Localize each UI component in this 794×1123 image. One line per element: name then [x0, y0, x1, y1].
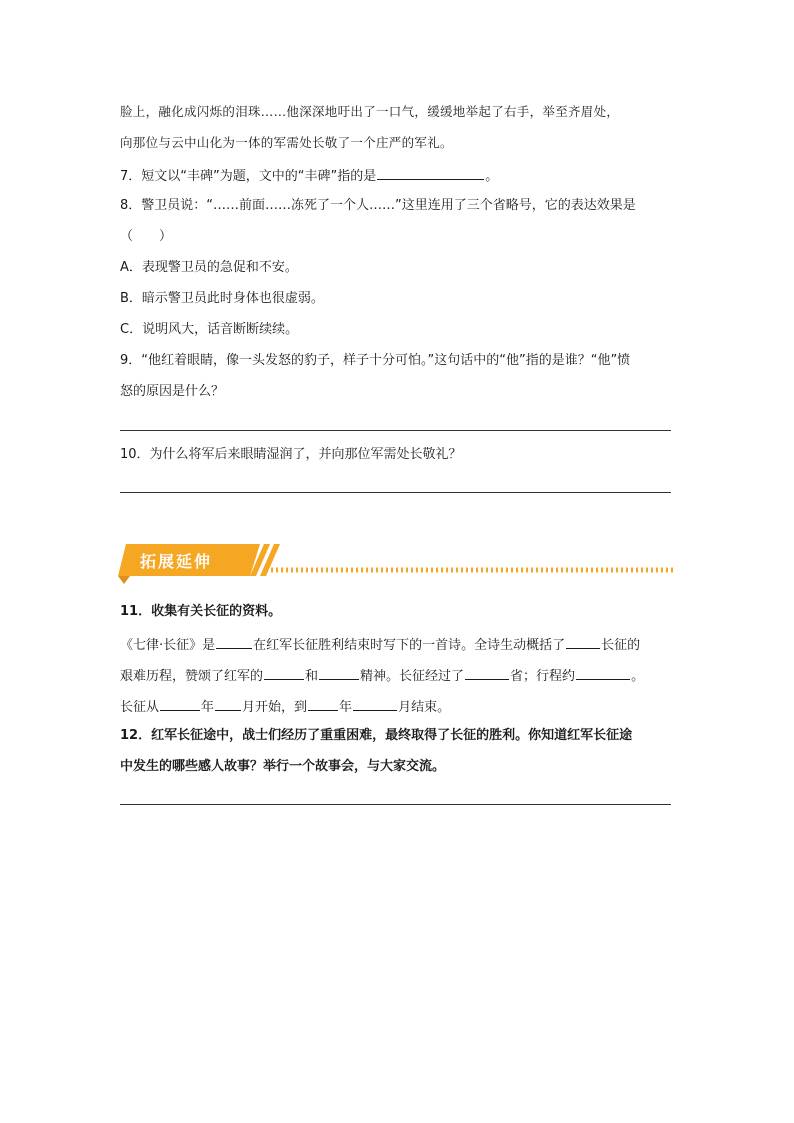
question-11-heading: 11．收集有关长征的资料。	[120, 604, 282, 619]
question-8-stem: 8．警卫员说：“……前面……冻死了一个人……”这里连用了三个省略号，它的表达效果是	[120, 198, 636, 213]
q11-text-m: 月结束。	[398, 700, 451, 715]
question-12-line-1: 12．红军长征途中，战士们经历了重重困难，最终取得了长征的胜利。你知道红军长征途	[120, 728, 633, 743]
question-11-line-3	[120, 696, 675, 717]
question-12-line-2: 中发生的哪些感人故事？举行一个故事会，与大家交流。	[120, 759, 446, 774]
question-9-line-1: 9．“他红着眼睛，像一头发怒的豹子，样子十分可怕。”这句话中的“他”指的是谁？“他”愤	[120, 353, 631, 368]
q11-text-f: 精神。长征经过了	[360, 669, 465, 684]
q11-text-a: 《七律·长征》是	[120, 638, 216, 653]
question-7-blank[interactable]	[377, 165, 484, 180]
question-11-line-2	[120, 665, 675, 686]
q11-blank-end-month[interactable]	[353, 696, 397, 711]
q11-text-d: 艰难历程，赞颂了红军的	[120, 669, 264, 684]
q11-text-i: 长征从	[120, 700, 160, 715]
q11-blank-spirit-2[interactable]	[319, 665, 359, 680]
q11-text-e: 和	[305, 669, 319, 684]
question-7-text: 7．短文以“丰碑”为题，文中的“丰碑”指的是	[120, 169, 377, 184]
q11-text-j: 年	[201, 700, 215, 715]
q11-text-h: 。	[631, 669, 645, 684]
question-9-line-2: 怒的原因是什么？	[120, 384, 225, 399]
question-9-answer-line[interactable]	[120, 430, 671, 431]
question-8-option-c[interactable]: C．说明风大，话音断断续续。	[120, 322, 299, 337]
question-7-end: 。	[485, 169, 499, 184]
question-8-answer-paren[interactable]: （ ）	[120, 229, 173, 244]
passage-line-1: 脸上，融化成闪烁的泪珠……他深深地吁出了一口气，缓缓地举起了右手，举至齐眉处，	[120, 104, 620, 119]
q11-blank-author[interactable]	[216, 634, 252, 649]
question-8-option-a[interactable]: A．表现警卫员的急促和不安。	[120, 260, 298, 275]
q11-blank-provinces[interactable]	[465, 665, 509, 680]
passage-line-2: 向那位与云中山化为一体的军需处长敬了一个庄严的军礼。	[120, 135, 453, 150]
question-10: 10．为什么将军后来眼睛湿润了，并向那位军需处长敬礼？	[120, 447, 462, 462]
question-7	[120, 165, 675, 186]
q11-text-l: 年	[339, 700, 353, 715]
q11-blank-spirit-1[interactable]	[264, 665, 304, 680]
question-12-answer-line[interactable]	[120, 804, 671, 805]
question-11-line-1	[120, 634, 675, 655]
q11-blank-army[interactable]	[566, 634, 600, 649]
section-banner	[118, 540, 678, 586]
q11-text-b: 在红军长征胜利结束时写下的一首诗。全诗生动概括了	[253, 638, 566, 653]
question-10-answer-line[interactable]	[120, 492, 671, 493]
q11-blank-end-year[interactable]	[308, 696, 338, 711]
q11-text-k: 月开始，到	[242, 700, 308, 715]
question-8-option-b[interactable]: B．暗示警卫员此时身体也很虚弱。	[120, 291, 324, 306]
q11-blank-start-year[interactable]	[160, 696, 200, 711]
section-title: 拓展延伸	[140, 552, 213, 571]
banner-fold	[118, 576, 130, 584]
q11-text-c: 长征的	[601, 638, 641, 653]
q11-blank-distance[interactable]	[576, 665, 630, 680]
q11-text-g: 省；行程约	[510, 669, 576, 684]
q11-blank-start-month[interactable]	[215, 696, 241, 711]
